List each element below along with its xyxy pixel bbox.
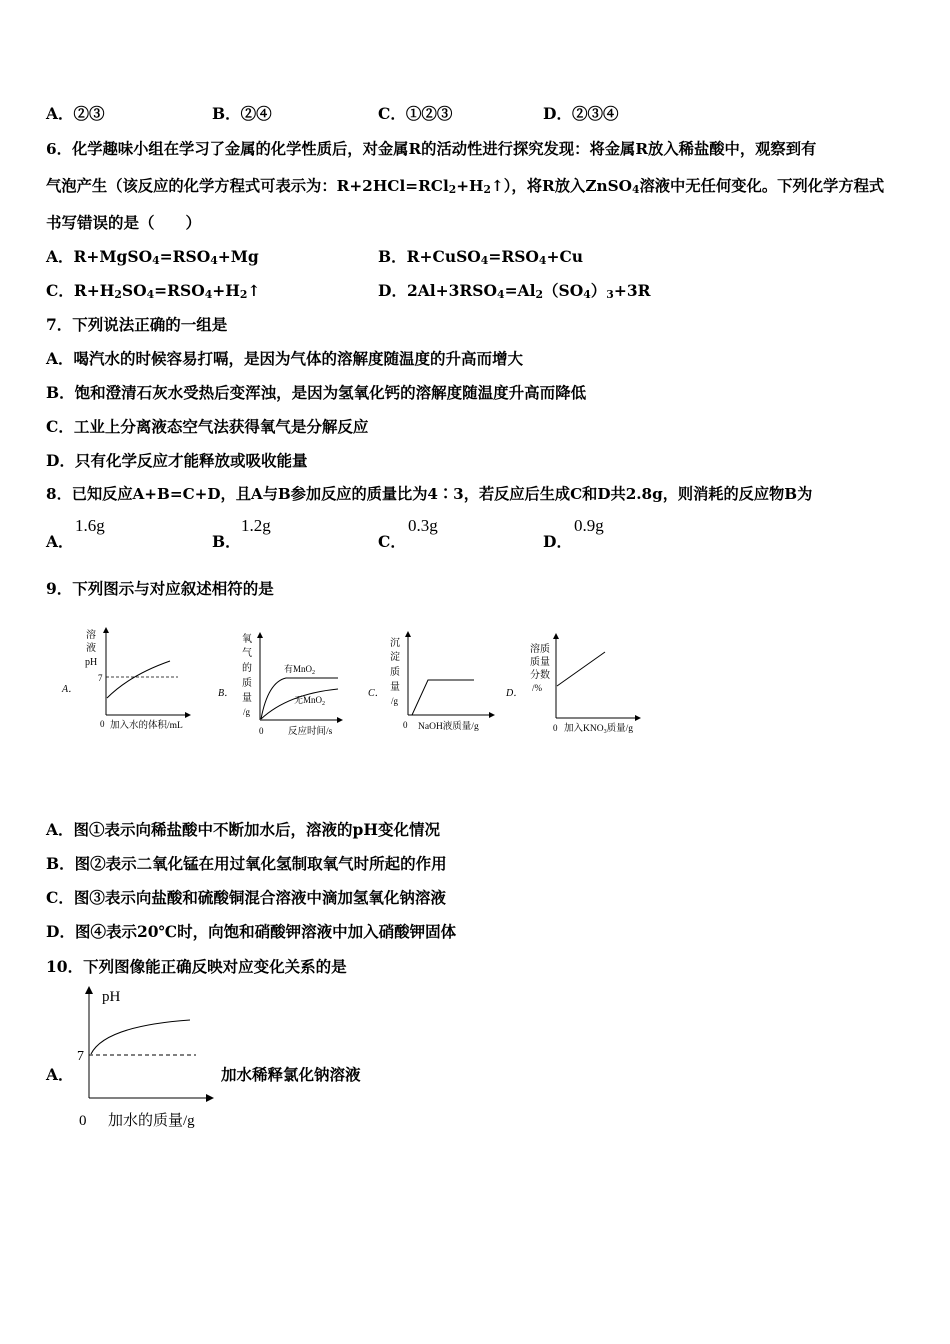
q7-option-d: D．只有化学反应才能释放或吸收能量 — [46, 451, 308, 470]
graph-d-xlabel: 加入$KNO_3$质量/g — [564, 724, 633, 735]
graph-c-ylabel-4: 量 — [390, 682, 400, 693]
graph-d — [505, 636, 638, 735]
q8-option-c-letter: C． — [378, 532, 406, 551]
q7-option-b: B．饱和澄清石灰水受热后变浑浊，是因为氢氧化钙的溶解度随温度升高而降低 — [46, 383, 587, 402]
graph-b-curve2-label: 无MnO$_2$ — [294, 695, 326, 707]
q8-option-d-value: 0.9g — [574, 516, 604, 535]
q9-figures — [50, 620, 670, 750]
graph-c-origin: 0 — [403, 720, 408, 730]
q8-option-c-value: 0.3g — [408, 516, 438, 535]
q9-option-c: C．图③表示向盐酸和硫酸铜混合溶液中滴加氢氧化钠溶液 — [46, 888, 446, 907]
graph-a-curve — [107, 661, 170, 698]
graph-d-label: D． — [506, 688, 524, 699]
graph-a — [61, 628, 188, 731]
q8-option-a-letter: A． — [46, 532, 74, 551]
graph-a-ylabel-1: 溶 — [86, 630, 96, 641]
graph-d-ylabel-2: 质量 — [530, 657, 550, 668]
graph-b-ylabel-6: /g — [243, 707, 251, 717]
graph-b-ylabel-3: 的 — [242, 663, 252, 674]
graph-b-label: B． — [218, 688, 235, 699]
q8-option-b-value: 1.2g — [241, 516, 271, 535]
q8-option-a-value: 1.6g — [75, 516, 105, 535]
q10-option-a-description: 加水稀释氯化钠溶液 — [221, 1065, 361, 1084]
q9-option-b: B．图②表示二氧化锰在用过氧化氢制取氧气时所起的作用 — [46, 854, 447, 873]
q8-option-b-letter: B． — [212, 532, 241, 551]
graph-c-curve — [412, 680, 474, 715]
q6-option-a: A．$R+MgSO_4=RSO_4+Mg$ — [46, 247, 259, 267]
graph-b-ylabel-1: 氧 — [242, 634, 252, 645]
graph-a-origin: 0 — [100, 719, 105, 729]
q6-option-c: C．$R+H_2SO_4=RSO_4+H_2↑$ — [46, 281, 261, 301]
q10-curve — [91, 1020, 190, 1054]
q10-origin: 0 — [79, 1113, 87, 1129]
q6-stem-line3: 书写错误的是（ ） — [46, 213, 202, 232]
q6-option-b: B．$R+CuSO_4=RSO_4+Cu$ — [378, 247, 584, 267]
q6-stem-line1: 6．化学趣味小组在学习了金属的化学性质后，对金属R的活动性进行探究发现：将金属R放入稀盐酸中，观察到有 — [46, 140, 817, 158]
graph-a-label: A． — [62, 684, 79, 695]
q9-option-a: A．图①表示向稀盐酸中不断加水后，溶液的pH变化情况 — [46, 820, 441, 839]
graph-d-line — [557, 652, 605, 686]
q6-stem-line2: 气泡产生（该反应的化学方程式可表示为：$R+2HCl=RCl_2+H_2↑$），将R放入ZnSO$_4$溶液中无任何变化。下列化学方程式 — [46, 177, 885, 196]
graph-d-ylabel-4: /% — [532, 683, 542, 693]
q5-option-b: B．②④ — [212, 104, 272, 123]
q7-option-c: C．工业上分离液态空气法获得氧气是分解反应 — [46, 417, 369, 436]
graph-a-ylabel-2: 液 — [86, 643, 96, 654]
q5-option-a: A．②③ — [46, 104, 105, 123]
q5-option-c: C．①②③ — [378, 104, 453, 123]
graph-b-origin: 0 — [259, 726, 264, 736]
q7-stem: 7．下列说法正确的一组是 — [46, 315, 228, 334]
graph-a-tick-7: 7 — [98, 673, 103, 683]
graph-c-ylabel-1: 沉 — [390, 638, 400, 649]
graph-b-curve1-label: 有MnO$_2$ — [284, 664, 316, 676]
graph-c-ylabel-3: 质 — [390, 667, 400, 678]
graph-b-ylabel-2: 气 — [242, 648, 252, 659]
graph-b — [218, 632, 340, 737]
q10-option-a-letter: A． — [46, 1065, 74, 1084]
q8-option-d-letter: D． — [543, 532, 572, 551]
q9-stem: 9．下列图示与对应叙述相符的是 — [46, 579, 274, 598]
graph-d-ylabel-1: 溶质 — [530, 644, 550, 655]
graph-c-label: C． — [368, 688, 385, 699]
graph-b-xlabel: 反应时间/s — [288, 727, 333, 737]
graph-c-ylabel-2: 淀 — [390, 652, 400, 663]
graph-b-ylabel-5: 量 — [242, 693, 252, 704]
graph-b-ylabel-4: 质 — [242, 678, 252, 689]
graph-c — [368, 634, 492, 732]
graph-c-ylabel-5: /g — [391, 696, 399, 706]
graph-a-xlabel: 加入水的体积/mL — [110, 721, 183, 731]
q10-tick-7: 7 — [77, 1049, 84, 1064]
q10-x-label: 加水的质量/g — [108, 1113, 195, 1129]
graph-d-origin: 0 — [553, 723, 558, 733]
q8-stem: 8．已知反应A+B=C+D，且A与B参加反应的质量比为4∶3，若反应后生成C和D共2.8g，则消耗的反应物B为 — [46, 485, 813, 503]
graph-a-ylabel-3: pH — [85, 657, 98, 668]
graph-c-xlabel: NaOH液质量/g — [418, 722, 479, 732]
q6-option-d: D．$2Al+3RSO_4=Al_2(SO_4)_3+3R$ — [378, 281, 651, 301]
q5-option-d: D．②③④ — [543, 104, 619, 123]
graph-d-ylabel-3: 分数 — [530, 670, 550, 681]
q7-option-a: A．喝汽水的时候容易打嗝，是因为气体的溶解度随温度的升高而增大 — [46, 349, 524, 368]
q10-stem: 10．下列图像能正确反映对应变化关系的是 — [46, 957, 347, 976]
q9-option-d: D．图④表示20℃时，向饱和硝酸钾溶液中加入硝酸钾固体 — [46, 922, 457, 941]
q10-y-label: pH — [102, 989, 121, 1005]
q10-graph — [70, 982, 220, 1132]
